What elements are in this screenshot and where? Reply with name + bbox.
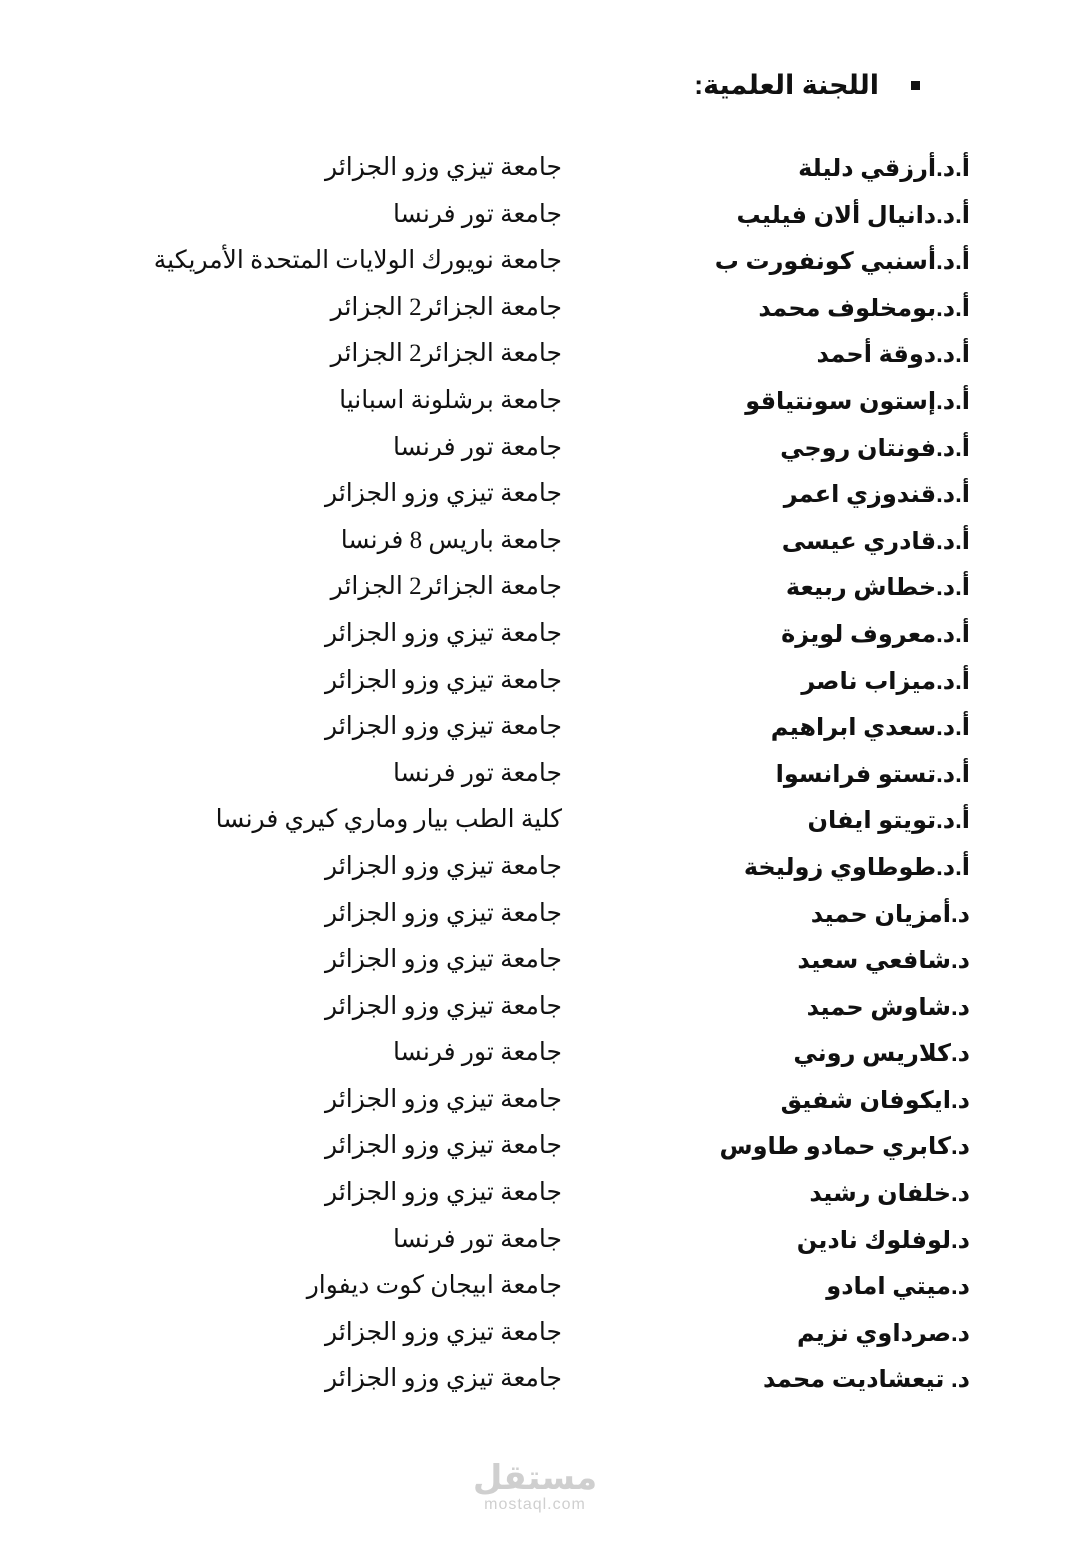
member-affiliation: جامعة تيزي وزو الجزائر	[325, 713, 562, 741]
member-row	[0, 849, 1070, 896]
member-row	[0, 290, 1070, 337]
member-row	[0, 1175, 1070, 1222]
member-row	[0, 802, 1070, 849]
member-affiliation: جامعة الجزائر2 الجزائر	[330, 340, 562, 368]
member-affiliation: جامعة باريس 8 فرنسا	[340, 526, 562, 554]
member-name: د. تيعشاديت محمد	[763, 1366, 970, 1394]
member-row	[0, 709, 1070, 756]
member-name: أ.د.سعدي ابراهيم	[770, 714, 970, 742]
member-affiliation: جامعة تيزي وزو الجزائر	[325, 1085, 562, 1113]
member-affiliation: جامعة نويورك الولايات المتحدة الأمريكية	[153, 247, 562, 275]
member-affiliation: جامعة تيزي وزو الجزائر	[325, 1179, 562, 1207]
mostaql-watermark	[0, 1460, 1070, 1514]
member-name: أ.د.طوطاوي زوليخة	[743, 853, 970, 881]
member-affiliation: جامعة ابيجان كوت ديفوار	[306, 1272, 562, 1300]
committee-members-list	[0, 150, 1070, 1408]
member-affiliation: جامعة تيزي وزو الجزائر	[325, 666, 562, 694]
member-affiliation: جامعة تيزي وزو الجزائر	[325, 1132, 562, 1160]
member-affiliation: جامعة تيزي وزو الجزائر	[325, 852, 562, 880]
member-name: أ.د.إستون سونتياقو	[745, 387, 970, 415]
member-affiliation: جامعة تور فرنسا	[393, 1225, 562, 1253]
member-row	[0, 150, 1070, 197]
member-name: د.لوفلوك نادين	[796, 1226, 970, 1254]
member-affiliation: جامعة تيزي وزو الجزائر	[325, 946, 562, 974]
member-row	[0, 569, 1070, 616]
member-name: أ.د.بومخلوف محمد	[758, 294, 970, 322]
member-affiliation: جامعة الجزائر2 الجزائر	[330, 293, 562, 321]
member-name: د.خلفان رشيد	[809, 1180, 970, 1208]
member-row	[0, 616, 1070, 663]
member-name: أ.د.قادري عيسى	[781, 527, 970, 555]
member-affiliation: جامعة تيزي وزو الجزائر	[325, 1318, 562, 1346]
member-name: د.أمزيان حميد	[810, 900, 970, 928]
member-row	[0, 1315, 1070, 1362]
member-name: أ.د.أرزقي دليلة	[798, 155, 970, 182]
member-name: أ.د.معروف لويزة	[781, 620, 970, 648]
member-affiliation: جامعة تيزي وزو الجزائر	[325, 480, 562, 508]
member-row	[0, 383, 1070, 430]
member-name: د.صرداوي نزيم	[796, 1319, 970, 1347]
member-row	[0, 430, 1070, 477]
member-row	[0, 663, 1070, 710]
member-row	[0, 1082, 1070, 1129]
member-affiliation: جامعة تيزي وزو الجزائر	[325, 1365, 562, 1393]
member-row	[0, 1268, 1070, 1315]
member-name: أ.د.دانيال ألان فيليب	[736, 201, 970, 229]
member-name: أ.د.ميزاب ناصر	[801, 667, 970, 695]
member-row	[0, 1222, 1070, 1269]
member-affiliation: كلية الطب بيار وماري كيري فرنسا	[215, 806, 562, 834]
member-row	[0, 476, 1070, 523]
member-affiliation: جامعة تيزي وزو الجزائر	[325, 899, 562, 927]
member-name: د.شافعي سعيد	[797, 947, 970, 975]
member-affiliation: جامعة تور فرنسا	[393, 1039, 562, 1067]
member-name: د.شاوش حميد	[806, 993, 970, 1021]
member-name: أ.د.تستو فرانسوا	[775, 760, 970, 788]
member-row	[0, 756, 1070, 803]
watermark-latin: mostaql.com	[484, 1496, 586, 1513]
member-affiliation: جامعة الجزائر2 الجزائر	[330, 573, 562, 601]
member-row	[0, 523, 1070, 570]
member-row	[0, 942, 1070, 989]
member-affiliation: جامعة تور فرنسا	[393, 433, 562, 461]
member-affiliation: جامعة تور فرنسا	[393, 759, 562, 787]
member-name: د.ميتي امادو	[826, 1273, 970, 1301]
member-row	[0, 896, 1070, 943]
member-name: أ.د.قندوزي اعمر	[783, 481, 970, 509]
section-heading	[694, 70, 920, 101]
member-affiliation: جامعة تور فرنسا	[393, 200, 562, 228]
heading-text: اللجنة العلمية:	[694, 70, 879, 100]
member-row	[0, 336, 1070, 383]
member-row	[0, 197, 1070, 244]
member-affiliation: جامعة تيزي وزو الجزائر	[325, 992, 562, 1020]
member-row	[0, 1035, 1070, 1082]
member-row	[0, 243, 1070, 290]
member-name: أ.د.أسنبي كونفورت ب	[714, 248, 970, 276]
member-name: أ.د.دوقة أحمد	[816, 341, 970, 369]
watermark-arabic: مستقل	[472, 1458, 598, 1498]
member-name: د.كابري حمادو طاوس	[719, 1133, 970, 1161]
member-row	[0, 989, 1070, 1036]
member-name: أ.د.فونتان روجي	[780, 434, 970, 462]
member-row	[0, 1128, 1070, 1175]
member-row	[0, 1361, 1070, 1408]
member-name: أ.د.تويتو ايفان	[807, 807, 970, 835]
member-affiliation: جامعة تيزي وزو الجزائر	[325, 154, 562, 181]
member-affiliation: جامعة تيزي وزو الجزائر	[325, 619, 562, 647]
member-affiliation: جامعة برشلونة اسبانيا	[339, 386, 562, 414]
member-name: د.كلاريس روني	[793, 1040, 970, 1068]
member-name: د.ايكوفان شفيق	[780, 1086, 970, 1114]
member-name: أ.د.خطاش ربيعة	[785, 574, 970, 602]
square-bullet-icon	[911, 81, 920, 90]
